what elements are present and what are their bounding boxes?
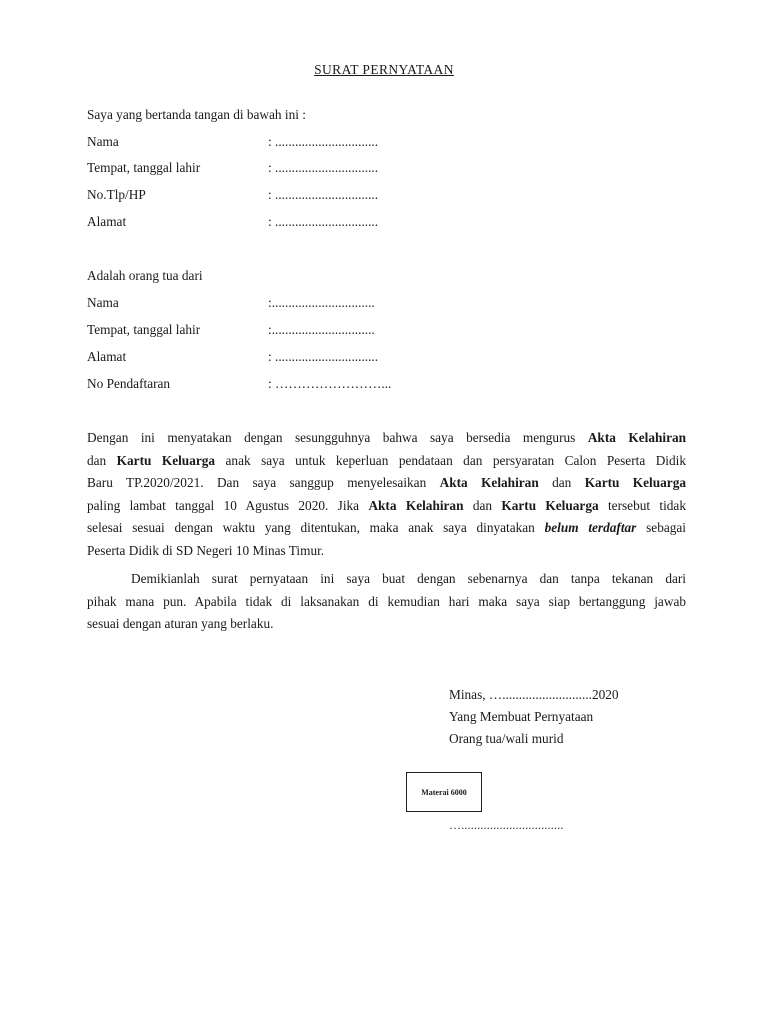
- text-span: selesai sesuai dengan waktu yang ditentukan, maka anak saya dinyatakan: [87, 520, 535, 536]
- field-value: : ...............................: [268, 187, 379, 202]
- field-label: Nama: [87, 134, 119, 149]
- text-span: anak saya untuk keperluan pendataan dan persyaratan Calon Peserta Didik: [225, 452, 686, 468]
- closing-paragraph: [87, 568, 686, 636]
- field-value: : ...............................: [268, 160, 379, 175]
- statement-line: [87, 472, 686, 495]
- closing-line: sesuai dengan aturan yang berlaku.: [87, 616, 274, 632]
- bold-text: Kartu Keluarga: [501, 497, 599, 513]
- field-value: :...............................: [268, 322, 375, 337]
- closing-line: pihak mana pun. Apabila tidak di laksanakan di kemudian hari maka saya siap bertanggung jawab: [87, 593, 686, 609]
- bold-italic-text: belum terdaftar: [544, 520, 637, 536]
- bold-text: Akta Kelahiran: [368, 497, 464, 513]
- text-span: Dengan ini menyatakan dengan sesungguhnya bahwa saya bersedia mengurus: [87, 430, 576, 445]
- field-value: : ……………………...: [268, 376, 392, 391]
- statement-paragraph: [87, 427, 686, 563]
- field-value: : ...............................: [268, 134, 379, 149]
- text-span: dan: [472, 497, 493, 513]
- statement-line: [87, 517, 686, 540]
- field-label: Tempat, tanggal lahir: [87, 322, 201, 337]
- document-title: SURAT PERNYATAAN: [314, 62, 454, 77]
- text-span: sebagai: [646, 520, 686, 536]
- field-label: Alamat: [87, 349, 127, 364]
- signature-relation: Orang tua/wali murid: [449, 731, 564, 746]
- stamp-duty-box: [406, 772, 482, 812]
- field-label: No.Tlp/HP: [87, 187, 146, 202]
- bold-text: Akta Kelahiran: [439, 475, 539, 491]
- text-span: dan: [87, 452, 107, 468]
- text-span: tersebut tidak: [607, 497, 686, 513]
- field-label: Nama: [87, 295, 119, 310]
- signature-place-date: Minas, …...........................2020: [449, 687, 619, 702]
- signature-role: Yang Membuat Pernyataan: [449, 709, 594, 724]
- text-span: dan: [552, 475, 572, 491]
- statement-line: Peserta Didik di SD Negeri 10 Minas Timur.: [87, 542, 325, 558]
- bold-text: Kartu Keluarga: [584, 475, 686, 491]
- field-value: :...............................: [268, 295, 375, 310]
- field-value: : ...............................: [268, 349, 379, 364]
- bold-text: Akta Kelahiran: [587, 430, 687, 445]
- field-label: Tempat, tanggal lahir: [87, 160, 201, 175]
- closing-line: Demikianlah surat pernyataan ini saya buat dengan sebenarnya dan tanpa tekanan dari: [131, 571, 686, 586]
- statement-line: [87, 450, 686, 473]
- statement-line: [87, 427, 686, 450]
- text-span: paling lambat tanggal 10 Agustus 2020. Jika: [87, 497, 360, 513]
- bold-text: Kartu Keluarga: [116, 452, 216, 468]
- field-value: : ...............................: [268, 214, 379, 229]
- intro-text: Saya yang bertanda tangan di bawah ini :: [87, 107, 306, 122]
- statement-line: [87, 495, 686, 518]
- field-label: No Pendaftaran: [87, 376, 171, 391]
- text-span: Baru TP.2020/2021. Dan saya sanggup menyelesaikan: [87, 475, 427, 491]
- child-intro-label: Adalah orang tua dari: [87, 268, 203, 283]
- signature-line: …................................: [449, 818, 564, 832]
- stamp-label: Materai 6000: [421, 787, 467, 797]
- field-label: Alamat: [87, 214, 127, 229]
